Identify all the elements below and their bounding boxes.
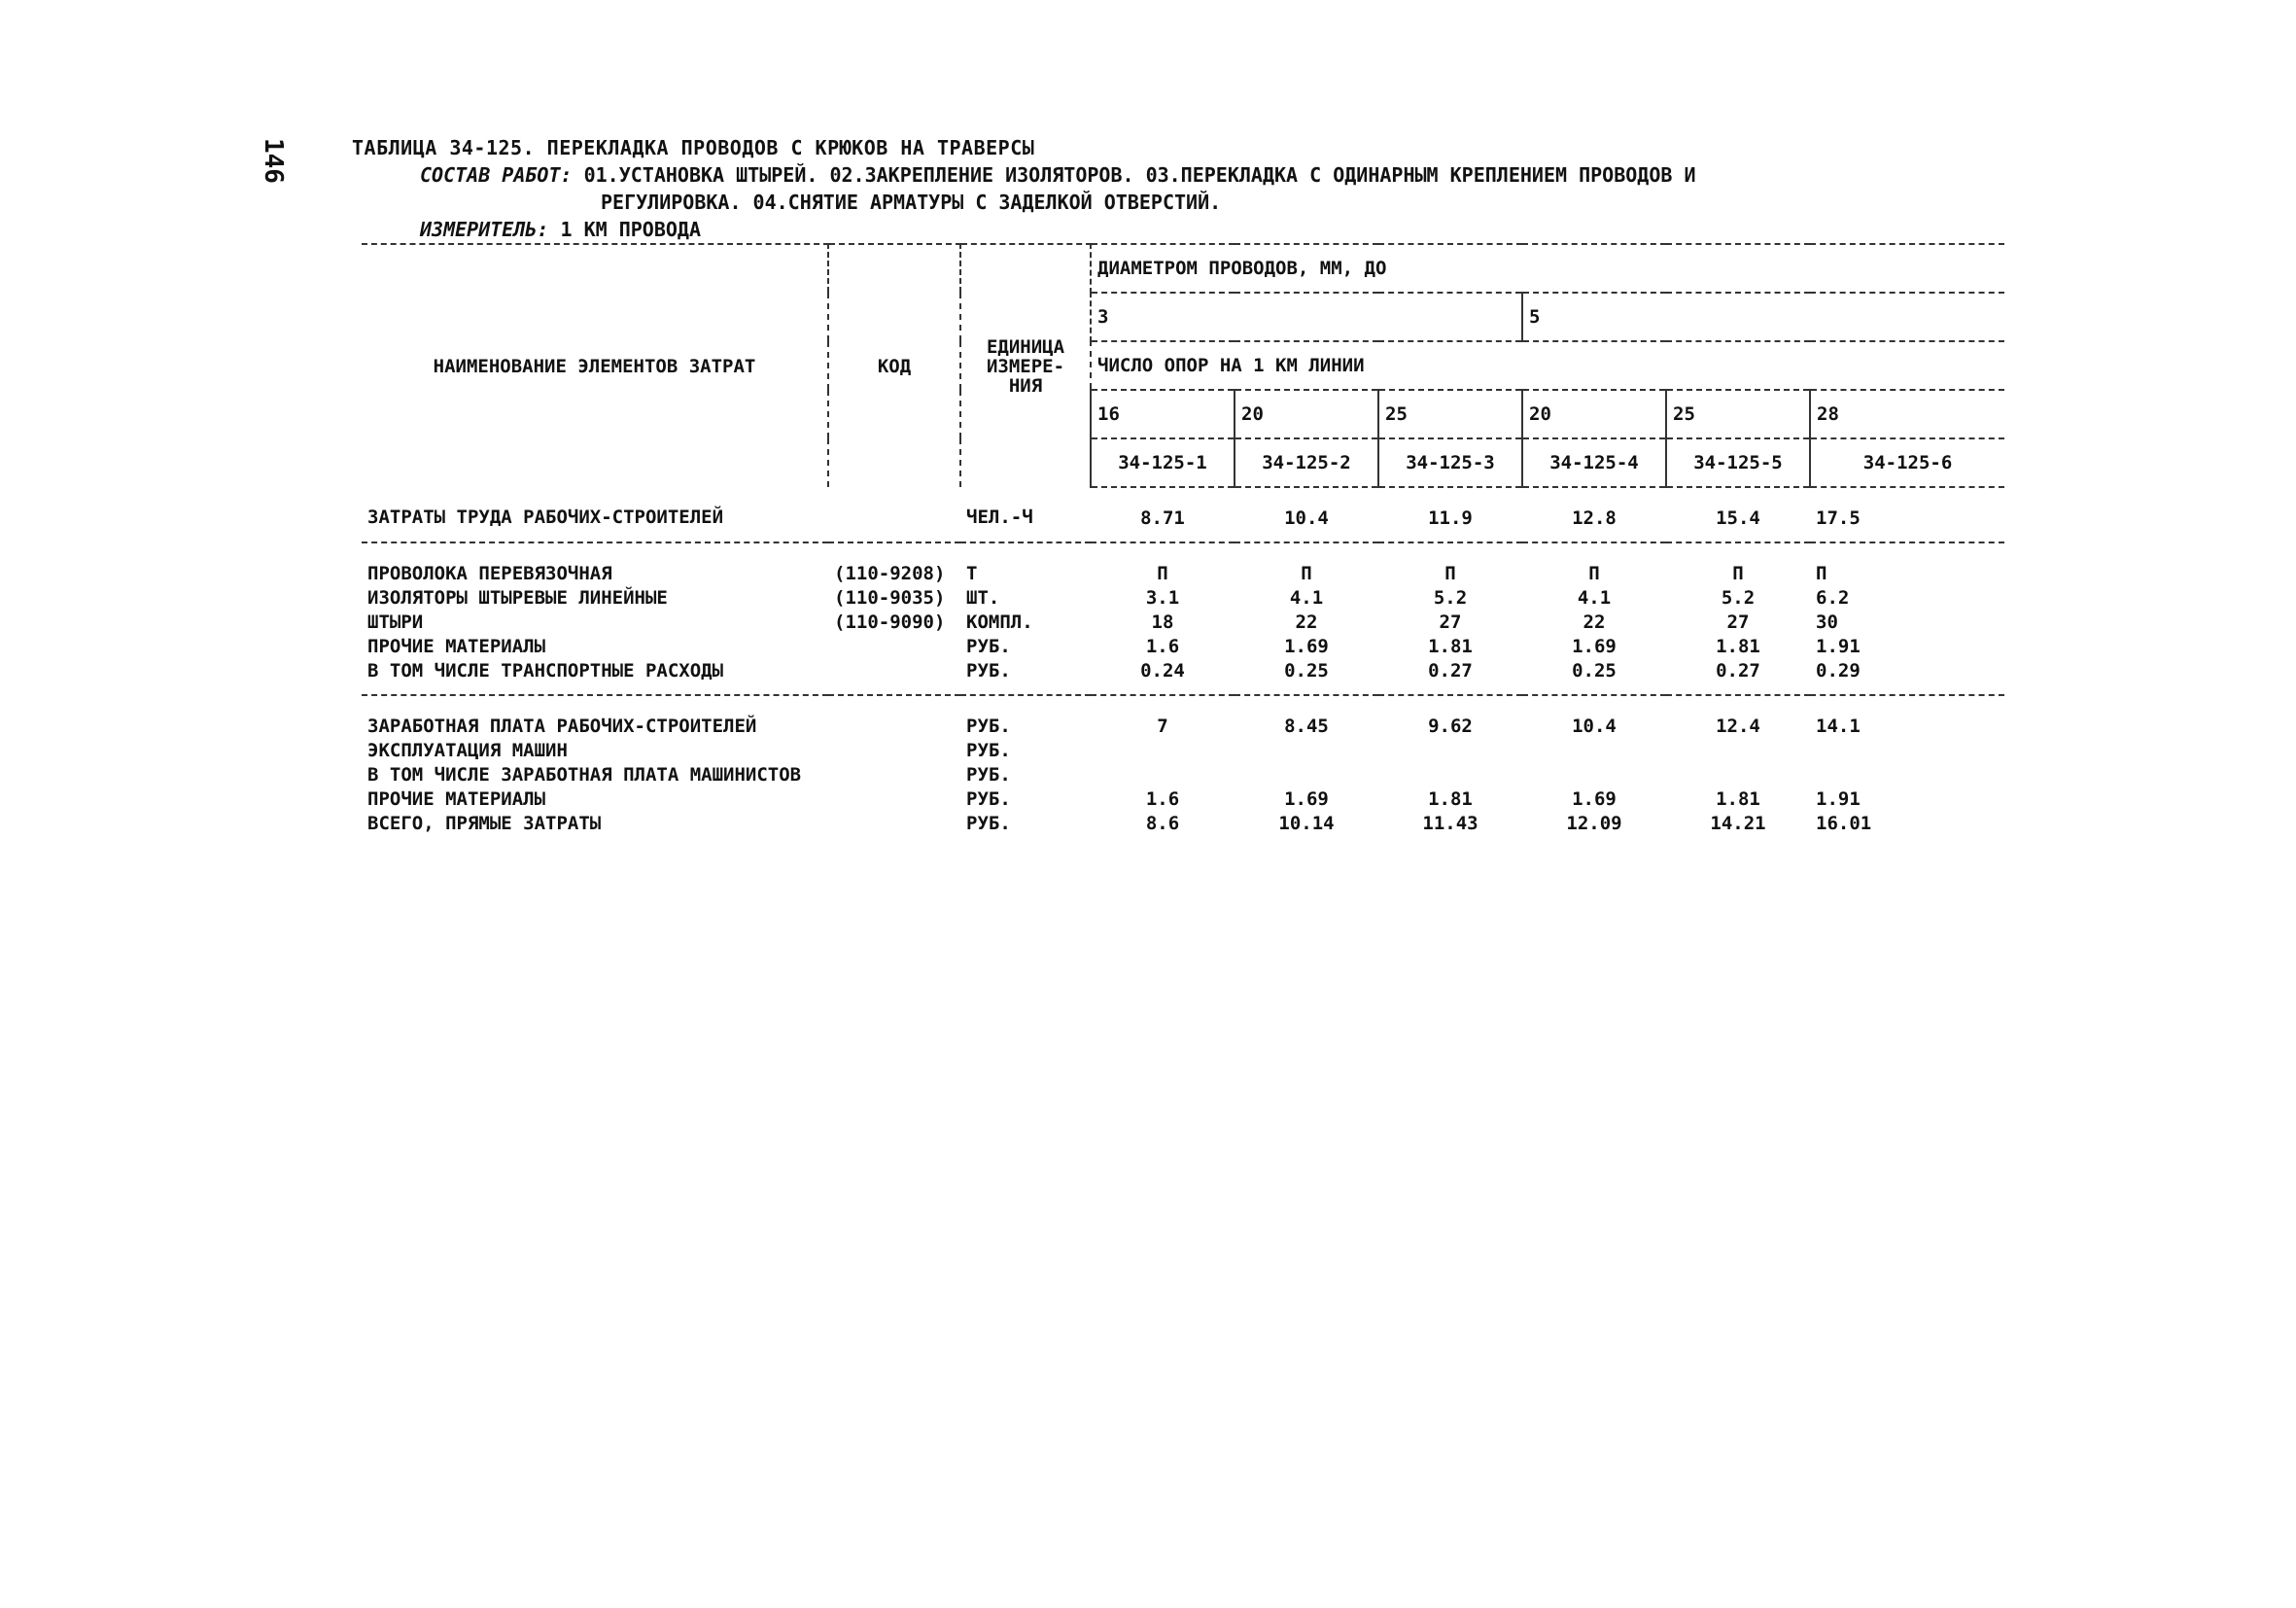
row-value: П (1816, 562, 1827, 584)
row-name: ПРОЧИЕ МАТЕРИАЛЫ (367, 635, 546, 657)
row-unit: РУБ. (960, 658, 1091, 695)
row-code (828, 695, 960, 738)
row-value: 16.01 (1816, 812, 1872, 834)
row-value: 1.69 (1572, 635, 1617, 657)
row-value: 8.45 (1284, 715, 1329, 737)
table-row (362, 811, 2004, 835)
row-unit: ЧЕЛ.-Ч (960, 487, 1091, 542)
row-value: 30 (1816, 611, 1838, 633)
supports-value: 16 (1091, 390, 1235, 438)
row-value: 15.4 (1666, 487, 1810, 542)
rates-table (362, 243, 2004, 835)
document-header (352, 134, 2004, 243)
row-unit: РУБ. (966, 787, 1011, 810)
table-row (362, 487, 2004, 542)
row-value: 12.8 (1522, 487, 1666, 542)
table-row (362, 787, 2004, 811)
table-row (362, 585, 2004, 610)
rate-code: 34-125-1 (1091, 438, 1235, 487)
row-value: 1.91 (1816, 635, 1861, 657)
row-value: 4.1 (1577, 586, 1612, 609)
row-value: 22 (1295, 611, 1318, 633)
row-value: 1.69 (1284, 787, 1329, 810)
row-code (828, 762, 960, 787)
table-title: ТАБЛИЦА 34-125. ПЕРЕКЛАДКА ПРОВОДОВ С КРЮКОВ НА ТРАВЕРСЫ (352, 136, 1035, 159)
row-value: 9.62 (1428, 715, 1473, 737)
row-unit: РУБ. (966, 715, 1011, 737)
row-code (828, 634, 960, 658)
row-name: ВСЕГО, ПРЯМЫЕ ЗАТРАТЫ (367, 812, 602, 834)
row-code (828, 811, 960, 835)
header-code: КОД (828, 244, 960, 487)
row-value: 14.21 (1710, 812, 1766, 834)
row-value (1091, 738, 1235, 762)
row-code: (110-9090) (834, 611, 946, 633)
row-value (1522, 762, 1666, 787)
row-value: П (1732, 562, 1744, 584)
rate-code: 34-125-5 (1666, 438, 1810, 487)
row-name: ИЗОЛЯТОРЫ ШТЫРЕВЫЕ ЛИНЕЙНЫЕ (367, 586, 668, 609)
row-value (1810, 762, 2004, 787)
row-value: 12.4 (1716, 715, 1760, 737)
diameter-5: 5 (1522, 293, 2004, 341)
row-value: 3.1 (1145, 586, 1180, 609)
row-value: 7 (1157, 715, 1168, 737)
row-value: П (1588, 562, 1600, 584)
rate-code: 34-125-3 (1378, 438, 1522, 487)
row-value: 1.69 (1572, 787, 1617, 810)
row-unit: РУБ. (966, 739, 1011, 761)
table-row (362, 658, 2004, 695)
row-code (828, 787, 960, 811)
row-name: ПРОВОЛОКА ПЕРЕВЯЗОЧНАЯ (367, 562, 612, 584)
rate-code: 34-125-6 (1810, 438, 2004, 487)
diameter-3: 3 (1091, 293, 1522, 341)
row-value: 1.69 (1284, 635, 1329, 657)
row-value: 18 (1151, 611, 1174, 633)
row-value: 1.81 (1428, 787, 1473, 810)
row-value (1235, 738, 1378, 762)
row-value: 11.9 (1378, 487, 1522, 542)
row-value (1091, 762, 1235, 787)
row-value: 10.14 (1278, 812, 1335, 834)
row-code (828, 658, 960, 695)
row-value: 8.6 (1145, 812, 1180, 834)
row-value: 1.6 (1145, 787, 1180, 810)
row-value: 27 (1439, 611, 1462, 633)
row-value: 6.2 (1816, 586, 1850, 609)
row-value: 17.5 (1810, 487, 2004, 542)
row-unit: КОМПЛ. (966, 611, 1033, 633)
row-value: П (1301, 562, 1312, 584)
work-composition (352, 161, 2004, 216)
row-code: (110-9208) (834, 562, 946, 584)
table-row (362, 738, 2004, 762)
table-row (362, 762, 2004, 787)
supports-value: 20 (1235, 390, 1378, 438)
row-unit: РУБ. (966, 812, 1011, 834)
meter-value: 1 КМ ПРОВОДА (560, 218, 701, 241)
meter-label: ИЗМЕРИТЕЛЬ: (420, 218, 549, 241)
supports-value: 28 (1810, 390, 2004, 438)
diameter-label: ДИАМЕТРОМ ПРОВОДОВ, ММ, ДО (1091, 244, 2004, 293)
row-value: 0.27 (1666, 658, 1810, 695)
rate-code: 34-125-4 (1522, 438, 1666, 487)
page-number: 146 (259, 138, 288, 184)
row-value: 8.71 (1091, 487, 1235, 542)
composition-line-2: РЕГУЛИРОВКА. 04.СНЯТИЕ АРМАТУРЫ С ЗАДЕЛКОЙ ОТВЕРСТИЙ. (601, 191, 1222, 214)
table-row (362, 610, 2004, 634)
row-name: ЗАТРАТЫ ТРУДА РАБОЧИХ-СТРОИТЕЛЕЙ (362, 487, 828, 542)
supports-value: 25 (1666, 390, 1810, 438)
row-value: 1.81 (1428, 635, 1473, 657)
row-value (1235, 762, 1378, 787)
row-value: 1.91 (1816, 787, 1861, 810)
row-value: 5.2 (1721, 586, 1756, 609)
table-row (362, 634, 2004, 658)
row-value: 10.4 (1572, 715, 1617, 737)
row-unit: РУБ. (966, 635, 1011, 657)
row-value: 1.6 (1145, 635, 1180, 657)
row-value: 12.09 (1566, 812, 1622, 834)
row-name: ПРОЧИЕ МАТЕРИАЛЫ (367, 787, 546, 810)
row-value (1378, 738, 1522, 762)
row-value (1522, 738, 1666, 762)
row-unit: ШТ. (966, 586, 1000, 609)
row-value (1378, 762, 1522, 787)
row-name: ЭКСПЛУАТАЦИЯ МАШИН (367, 739, 568, 761)
row-code (828, 738, 960, 762)
composition-line-1: 01.УСТАНОВКА ШТЫРЕЙ. 02.ЗАКРЕПЛЕНИЕ ИЗОЛЯТОРОВ. 03.ПЕРЕКЛАДКА С ОДИНАРНЫМ КРЕПЛЕНИЕМ ПРОВОДОВ И (583, 163, 1696, 187)
header-unit-line-2: ИЗМЕРЕ- (986, 355, 1065, 377)
row-value: 4.1 (1289, 586, 1324, 609)
row-value: 22 (1583, 611, 1606, 633)
row-value: 0.25 (1522, 658, 1666, 695)
row-value: 0.24 (1091, 658, 1235, 695)
row-value: 10.4 (1235, 487, 1378, 542)
row-value: 1.81 (1716, 787, 1760, 810)
row-value: 5.2 (1433, 586, 1468, 609)
supports-label: ЧИСЛО ОПОР НА 1 КМ ЛИНИИ (1091, 341, 2004, 390)
row-value (1666, 762, 1810, 787)
header-unit (960, 244, 1091, 487)
row-name: ЗАРАБОТНАЯ ПЛАТА РАБОЧИХ-СТРОИТЕЛЕЙ (367, 715, 757, 737)
row-code (828, 487, 960, 542)
header-unit-line-3: НИЯ (1008, 374, 1043, 397)
row-code: (110-9035) (834, 586, 946, 609)
row-value: 0.25 (1235, 658, 1378, 695)
row-value (1666, 738, 1810, 762)
row-unit: РУБ. (966, 763, 1011, 786)
rate-code: 34-125-2 (1235, 438, 1378, 487)
row-value: 27 (1726, 611, 1750, 633)
row-value: 0.29 (1810, 658, 2004, 695)
supports-value: 20 (1522, 390, 1666, 438)
row-value: П (1157, 562, 1168, 584)
header-unit-line-1: ЕДИНИЦА (986, 335, 1065, 358)
row-name: В ТОМ ЧИСЛЕ ТРАНСПОРТНЫЕ РАСХОДЫ (362, 658, 828, 695)
row-value: 14.1 (1816, 715, 1861, 737)
supports-value: 25 (1378, 390, 1522, 438)
composition-label: СОСТАВ РАБОТ: (420, 163, 573, 187)
row-value: П (1444, 562, 1456, 584)
row-value (1810, 738, 2004, 762)
row-value: 1.81 (1716, 635, 1760, 657)
meter (352, 216, 2004, 243)
header-name: НАИМЕНОВАНИЕ ЭЛЕМЕНТОВ ЗАТРАТ (362, 244, 828, 487)
row-unit: Т (966, 562, 978, 584)
row-value: 0.27 (1378, 658, 1522, 695)
table-row (362, 695, 2004, 738)
table-row (362, 542, 2004, 585)
row-name: В ТОМ ЧИСЛЕ ЗАРАБОТНАЯ ПЛАТА МАШИНИСТОВ (367, 763, 802, 786)
row-name: ШТЫРИ (367, 611, 424, 633)
row-value: 11.43 (1422, 812, 1478, 834)
